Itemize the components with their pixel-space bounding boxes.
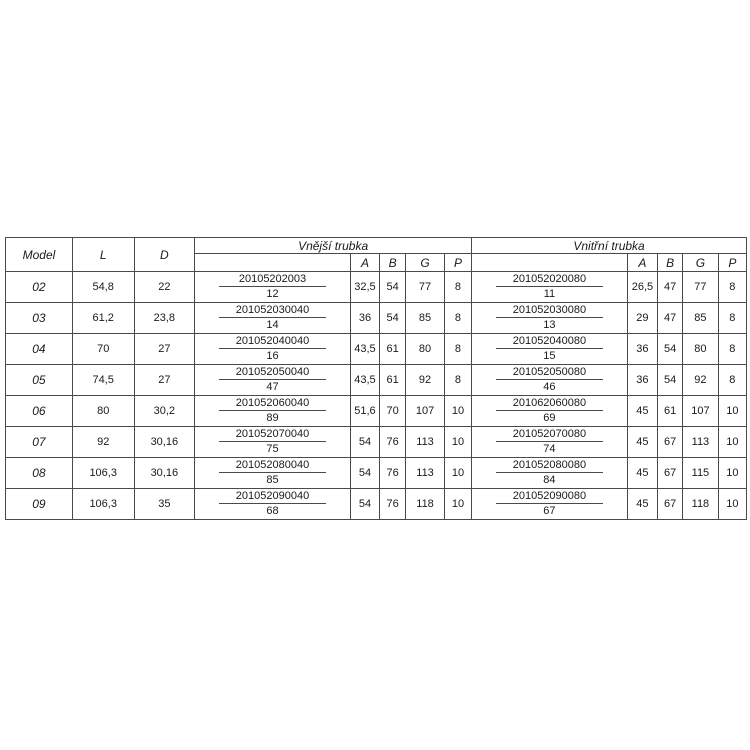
header-outer-b: B xyxy=(380,254,406,272)
outer-b-cell: 70 xyxy=(380,396,406,427)
outer-g-cell: 113 xyxy=(406,427,445,458)
l-cell: 74,5 xyxy=(72,365,134,396)
inner-p-cell: 8 xyxy=(718,334,746,365)
outer-p-cell: 10 xyxy=(444,396,471,427)
article-code-suffix: 16 xyxy=(266,350,279,362)
inner-code-cell xyxy=(472,458,628,489)
inner-p-cell: 10 xyxy=(718,427,746,458)
header-inner-b: B xyxy=(658,254,683,272)
d-cell: 27 xyxy=(134,365,195,396)
header-inner-g: G xyxy=(683,254,719,272)
outer-a-cell: 54 xyxy=(350,427,379,458)
inner-b-cell: 54 xyxy=(658,365,683,396)
outer-g-cell: 80 xyxy=(406,334,445,365)
inner-b-cell: 54 xyxy=(658,334,683,365)
model-cell: 08 xyxy=(6,458,73,489)
outer-code-cell xyxy=(195,427,351,458)
article-code-suffix: 12 xyxy=(266,288,279,300)
article-code: 201052060040 xyxy=(219,397,326,411)
model-cell: 04 xyxy=(6,334,73,365)
inner-p-cell: 8 xyxy=(718,303,746,334)
model-cell: 03 xyxy=(6,303,73,334)
article-code: 201052040040 xyxy=(219,335,326,349)
d-cell: 27 xyxy=(134,334,195,365)
inner-g-cell: 80 xyxy=(683,334,719,365)
article-code: 201052030080 xyxy=(496,304,603,318)
outer-g-cell: 85 xyxy=(406,303,445,334)
outer-p-cell: 10 xyxy=(444,427,471,458)
outer-p-cell: 10 xyxy=(444,458,471,489)
outer-code-cell xyxy=(195,334,351,365)
article-code: 201052040080 xyxy=(496,335,603,349)
l-cell: 106,3 xyxy=(72,489,134,520)
outer-p-cell: 10 xyxy=(444,489,471,520)
outer-g-cell: 77 xyxy=(406,272,445,303)
article-code-suffix: 75 xyxy=(266,443,279,455)
outer-code-cell xyxy=(195,365,351,396)
header-outer-code-spacer xyxy=(195,254,351,272)
outer-a-cell: 51,6 xyxy=(350,396,379,427)
d-cell: 23,8 xyxy=(134,303,195,334)
article-code-suffix: 84 xyxy=(543,474,556,486)
inner-g-cell: 92 xyxy=(683,365,719,396)
inner-b-cell: 61 xyxy=(658,396,683,427)
l-cell: 80 xyxy=(72,396,134,427)
inner-g-cell: 118 xyxy=(683,489,719,520)
article-code-suffix: 13 xyxy=(543,319,556,331)
article-code: 201052090080 xyxy=(496,490,603,504)
model-cell: 07 xyxy=(6,427,73,458)
inner-b-cell: 67 xyxy=(658,489,683,520)
inner-p-cell: 10 xyxy=(718,396,746,427)
article-code: 201052080040 xyxy=(219,459,326,473)
article-code-suffix: 67 xyxy=(543,505,556,517)
header-outer-tube: Vnější trubka xyxy=(195,238,472,254)
article-code-suffix: 69 xyxy=(543,412,556,424)
outer-g-cell: 113 xyxy=(406,458,445,489)
inner-g-cell: 107 xyxy=(683,396,719,427)
article-code: 201052020080 xyxy=(496,273,603,287)
inner-code-cell xyxy=(472,334,628,365)
article-code-suffix: 85 xyxy=(266,474,279,486)
outer-p-cell: 8 xyxy=(444,334,471,365)
d-cell: 30,16 xyxy=(134,458,195,489)
inner-b-cell: 67 xyxy=(658,458,683,489)
outer-p-cell: 8 xyxy=(444,303,471,334)
inner-code-cell xyxy=(472,272,628,303)
inner-g-cell: 85 xyxy=(683,303,719,334)
l-cell: 92 xyxy=(72,427,134,458)
outer-b-cell: 76 xyxy=(380,458,406,489)
outer-a-cell: 43,5 xyxy=(350,365,379,396)
outer-b-cell: 54 xyxy=(380,303,406,334)
inner-p-cell: 8 xyxy=(718,365,746,396)
model-cell: 06 xyxy=(6,396,73,427)
spec-table xyxy=(5,237,747,520)
inner-a-cell: 45 xyxy=(627,427,657,458)
outer-p-cell: 8 xyxy=(444,365,471,396)
outer-a-cell: 36 xyxy=(350,303,379,334)
model-cell: 05 xyxy=(6,365,73,396)
header-inner-code-spacer xyxy=(472,254,628,272)
inner-code-cell xyxy=(472,489,628,520)
table-row xyxy=(6,396,747,427)
inner-g-cell: 77 xyxy=(683,272,719,303)
article-code: 201052070080 xyxy=(496,428,603,442)
header-inner-a: A xyxy=(627,254,657,272)
table-row xyxy=(6,489,747,520)
inner-g-cell: 113 xyxy=(683,427,719,458)
header-outer-a: A xyxy=(350,254,379,272)
article-code: 20105202003 xyxy=(219,273,326,287)
header-model: Model xyxy=(6,238,73,272)
outer-b-cell: 76 xyxy=(380,489,406,520)
inner-b-cell: 67 xyxy=(658,427,683,458)
header-inner-p: P xyxy=(718,254,746,272)
inner-a-cell: 26,5 xyxy=(627,272,657,303)
table-body xyxy=(6,272,747,520)
article-code-suffix: 14 xyxy=(266,319,279,331)
l-cell: 61,2 xyxy=(72,303,134,334)
inner-code-cell xyxy=(472,427,628,458)
table-row xyxy=(6,303,747,334)
article-code-suffix: 15 xyxy=(543,350,556,362)
inner-p-cell: 8 xyxy=(718,272,746,303)
table-row xyxy=(6,334,747,365)
outer-code-cell xyxy=(195,303,351,334)
inner-b-cell: 47 xyxy=(658,303,683,334)
outer-b-cell: 54 xyxy=(380,272,406,303)
article-code: 201052050080 xyxy=(496,366,603,380)
inner-p-cell: 10 xyxy=(718,458,746,489)
model-cell: 09 xyxy=(6,489,73,520)
outer-code-cell xyxy=(195,396,351,427)
article-code: 201062060080 xyxy=(496,397,603,411)
inner-p-cell: 10 xyxy=(718,489,746,520)
inner-a-cell: 36 xyxy=(627,334,657,365)
article-code: 201052030040 xyxy=(219,304,326,318)
l-cell: 106,3 xyxy=(72,458,134,489)
outer-p-cell: 8 xyxy=(444,272,471,303)
table-row xyxy=(6,365,747,396)
inner-b-cell: 47 xyxy=(658,272,683,303)
table-row xyxy=(6,458,747,489)
outer-code-cell xyxy=(195,272,351,303)
inner-a-cell: 45 xyxy=(627,489,657,520)
inner-a-cell: 36 xyxy=(627,365,657,396)
outer-g-cell: 92 xyxy=(406,365,445,396)
article-code-suffix: 89 xyxy=(266,412,279,424)
l-cell: 70 xyxy=(72,334,134,365)
inner-code-cell xyxy=(472,396,628,427)
article-code: 201052070040 xyxy=(219,428,326,442)
outer-code-cell xyxy=(195,489,351,520)
inner-a-cell: 45 xyxy=(627,396,657,427)
outer-b-cell: 76 xyxy=(380,427,406,458)
outer-a-cell: 54 xyxy=(350,458,379,489)
article-code-suffix: 47 xyxy=(266,381,279,393)
article-code: 201052050040 xyxy=(219,366,326,380)
outer-g-cell: 107 xyxy=(406,396,445,427)
outer-a-cell: 54 xyxy=(350,489,379,520)
outer-b-cell: 61 xyxy=(380,334,406,365)
model-cell: 02 xyxy=(6,272,73,303)
outer-a-cell: 32,5 xyxy=(350,272,379,303)
table-row xyxy=(6,272,747,303)
table-row xyxy=(6,427,747,458)
d-cell: 30,2 xyxy=(134,396,195,427)
outer-code-cell xyxy=(195,458,351,489)
outer-g-cell: 118 xyxy=(406,489,445,520)
outer-b-cell: 61 xyxy=(380,365,406,396)
outer-a-cell: 43,5 xyxy=(350,334,379,365)
article-code-suffix: 74 xyxy=(543,443,556,455)
header-outer-p: P xyxy=(444,254,471,272)
d-cell: 30,16 xyxy=(134,427,195,458)
d-cell: 22 xyxy=(134,272,195,303)
article-code-suffix: 46 xyxy=(543,381,556,393)
inner-code-cell xyxy=(472,365,628,396)
header-l: L xyxy=(72,238,134,272)
header-outer-g: G xyxy=(406,254,445,272)
article-code-suffix: 68 xyxy=(266,505,279,517)
d-cell: 35 xyxy=(134,489,195,520)
header-inner-tube: Vnitřní trubka xyxy=(472,238,747,254)
article-code: 201052080080 xyxy=(496,459,603,473)
header-row-groups xyxy=(6,238,747,254)
inner-a-cell: 29 xyxy=(627,303,657,334)
article-code-suffix: 11 xyxy=(543,288,556,300)
inner-a-cell: 45 xyxy=(627,458,657,489)
article-code: 201052090040 xyxy=(219,490,326,504)
l-cell: 54,8 xyxy=(72,272,134,303)
inner-g-cell: 115 xyxy=(683,458,719,489)
header-d: D xyxy=(134,238,195,272)
inner-code-cell xyxy=(472,303,628,334)
